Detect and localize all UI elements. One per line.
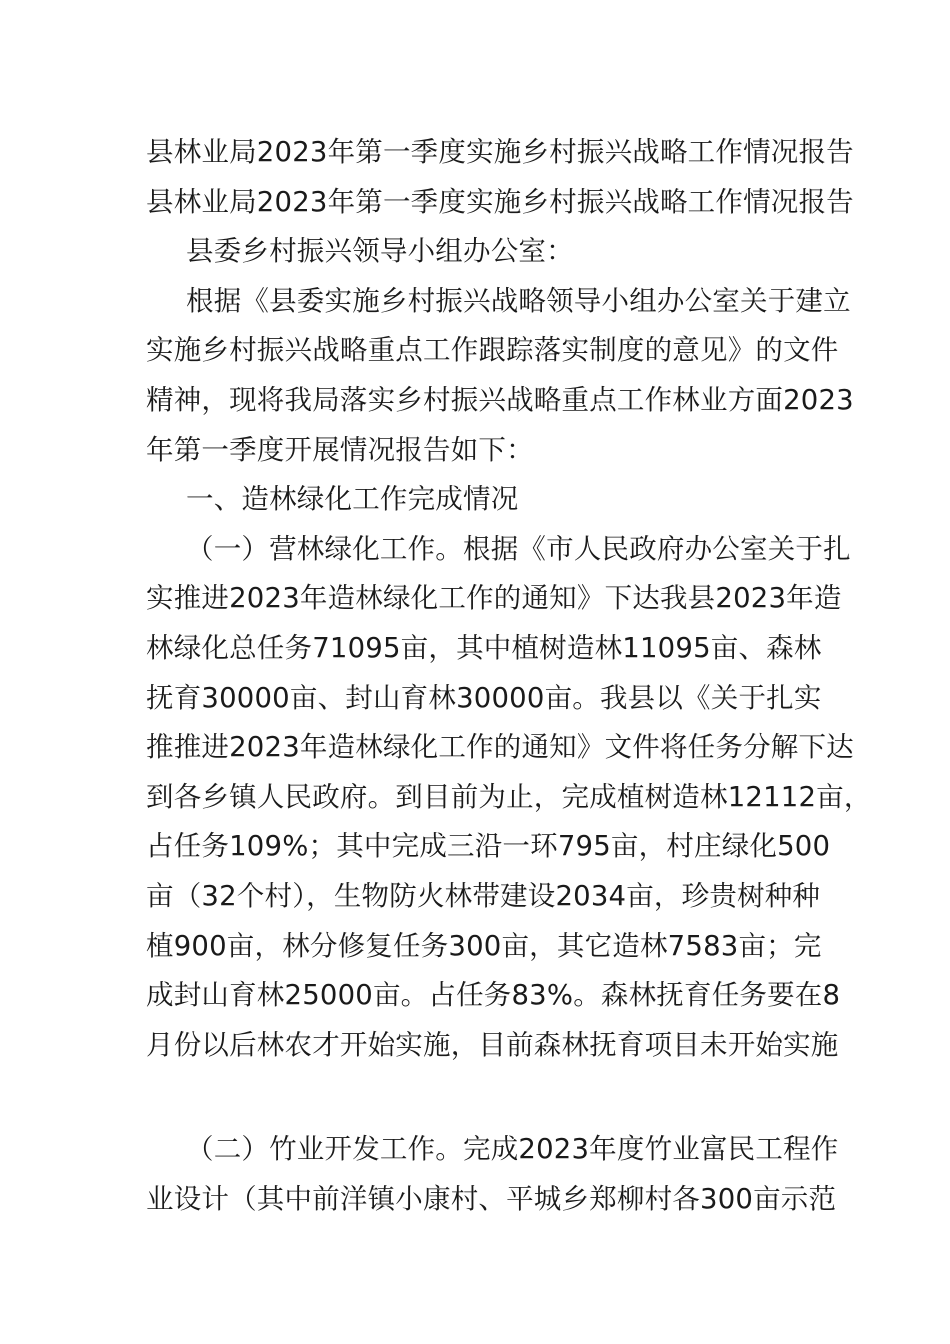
intro-line: 实施乡村振兴战略重点工作跟踪落实制度的意见》的文件	[146, 334, 839, 367]
paragraph-line: （一）营林绿化工作。根据《市人民政府办公室关于扎	[186, 532, 851, 565]
salutation: 县委乡村振兴领导小组办公室：	[186, 235, 574, 268]
intro-line: 根据《县委实施乡村振兴战略领导小组办公室关于建立	[186, 284, 851, 317]
paragraph-line: 亩（32个村），生物防火林带建设2034亩，珍贵树种种	[146, 879, 821, 912]
section-heading: 一、造林绿化工作完成情况	[186, 483, 519, 516]
paragraph-line: 到各乡镇人民政府。到目前为止，完成植树造林12112亩，	[146, 780, 872, 813]
document-page	[146, 128, 872, 1224]
paragraph-line: 实推进2023年造林绿化工作的通知》下达我县2023年造	[146, 582, 842, 615]
paragraph-gap	[146, 1070, 814, 1125]
paragraph-line: 林绿化总任务71095亩，其中植树造林11095亩、森林	[146, 631, 822, 664]
paragraph-line: 植900亩，林分修复任务300亩，其它造林7583亩；完	[146, 929, 822, 962]
paragraph-line: 成封山育林25000亩。占任务83%。森林抚育任务要在8	[146, 979, 841, 1012]
paragraph-line: 占任务109%；其中完成三沿一环795亩，村庄绿化500	[146, 830, 831, 863]
intro-line: 精神，现将我局落实乡村振兴战略重点工作林业方面2023	[146, 383, 854, 416]
intro-line: 年第一季度开展情况报告如下：	[146, 433, 534, 466]
paragraph-line: 推推进2023年造林绿化工作的通知》文件将任务分解下达	[146, 731, 854, 764]
paragraph-line: 抚育30000亩、封山育林30000亩。我县以《关于扎实	[146, 681, 822, 714]
document-title-line-2: 县林业局2023年第一季度实施乡村振兴战略工作情况报告	[146, 185, 854, 218]
paragraph-line: 业设计（其中前洋镇小康村、平城乡郑柳村各300亩示范	[146, 1182, 837, 1215]
paragraph-line: 月份以后林农才开始实施，目前森林抚育项目未开始实施	[146, 1028, 839, 1061]
document-title-line-1: 县林业局2023年第一季度实施乡村振兴战略工作情况报告	[146, 136, 854, 168]
paragraph-line: （二）竹业开发工作。完成2023年度竹业富民工程作	[186, 1133, 839, 1166]
